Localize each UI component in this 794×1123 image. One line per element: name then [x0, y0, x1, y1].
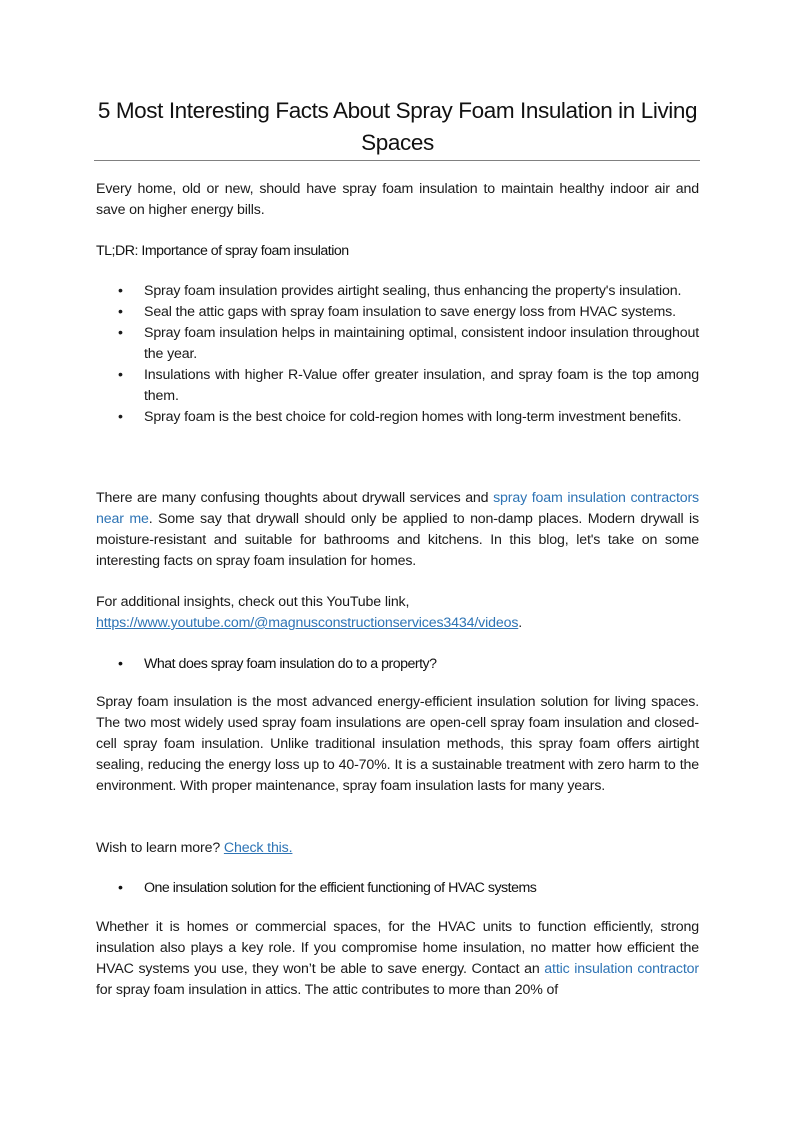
check-this-link[interactable]: Check this. [223, 840, 293, 856]
youtube-link[interactable]: https://www.youtube.com/@magnusconstructionservices3434/videos [96, 615, 519, 631]
section1-bullet-icon: • [118, 656, 123, 672]
drywall-paragraph: There are many confusing thoughts about drywall services and spray foam insulation contractors near me. Some say that drywall should only be applied to non-damp places. Modern drywall is moisture-resistant and suitable for bathrooms and kitchens. In this blog, let's take on some interesting facts on spray foam insulation for homes. [96, 490, 700, 569]
tldr-item: • Seal the attic gaps with spray foam insulation to save energy loss from HVAC systems. [96, 302, 699, 323]
bullet-icon: • [118, 409, 123, 425]
section1-heading: What does spray foam insulation do to a property? [144, 656, 437, 672]
contractors-near-me-link[interactable]: spray foam insulation contractors near me [96, 490, 700, 527]
tldr-heading: TL;DR: Importance of spray foam insulation [96, 243, 349, 259]
tldr-item: • Spray foam insulation helps in maintaining optimal, consistent indoor insulation throughout the year. [118, 325, 699, 362]
bullet-icon: • [118, 304, 123, 320]
bullet-icon: • [118, 325, 123, 341]
section2-body: Whether it is homes or commercial spaces, for the HVAC units to function efficiently, strong insulation also plays a key role. If you compromise home insulation, no matter how efficient the HVAC systems you use, they won’t be able to save energy. Contact an attic insulation contractor for spray foam insulation in attics. The attic contributes to more than 20% of [96, 919, 699, 998]
attic-insulation-contractor-link[interactable]: attic insulation contractor [544, 961, 699, 977]
bullet-icon: • [118, 367, 123, 383]
section1-body: Spray foam insulation is the most advanced energy-efficient insulation solution for living spaces. The two most widely used spray foam insulations are open-cell spray foam insulation and closed-cell spray foam insulation. Unlike traditional insulation methods, this spray foam offers airtight sealing, reducing the energy loss up to 40-70%. It is a sustainable treatment with zero harm to the environment. With proper maintenance, spray foam insulation lasts for many years. [96, 694, 699, 794]
document-title: 5 Most Interesting Facts About Spray Foam Insulation in Living Spaces [97, 98, 698, 155]
section2-heading: One insulation solution for the efficient functioning of HVAC systems [144, 880, 537, 896]
bullet-icon: • [118, 283, 123, 299]
tldr-item: • Spray foam insulation provides airtight sealing, thus enhancing the property's insulation. [96, 281, 699, 302]
title-divider [94, 160, 700, 161]
learn-more-paragraph: Wish to learn more? Check this. [96, 840, 293, 856]
youtube-paragraph: For additional insights, check out this YouTube link, https://www.youtube.com/@magnusconstructionservices3434/videos. [96, 594, 523, 631]
tldr-item: • Spray foam is the best choice for cold-region homes with long-term investment benefits. [96, 407, 699, 428]
section2-bullet-icon: • [118, 880, 123, 896]
intro-paragraph: Every home, old or new, should have spray foam insulation to maintain healthy indoor air and save on higher energy bills. [96, 181, 699, 218]
tldr-list [96, 281, 699, 428]
tldr-item: • Insulations with higher R-Value offer greater insulation, and spray foam is the top among them. [118, 367, 699, 404]
